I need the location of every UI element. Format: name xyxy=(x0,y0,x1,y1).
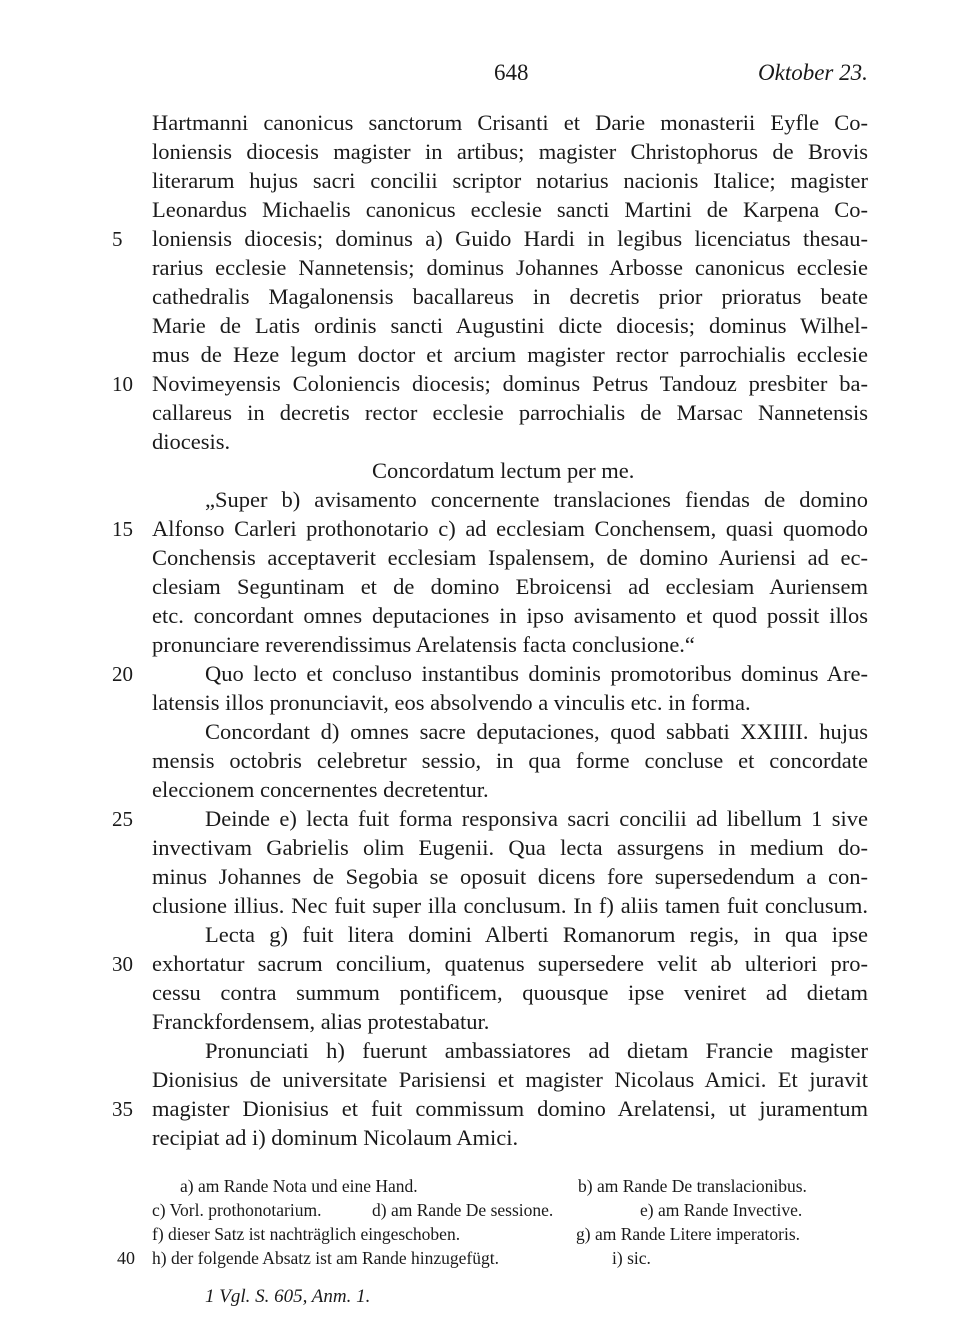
footnote-c: c) Vorl. prothonotarium. xyxy=(152,1200,322,1220)
text-line: recipiat ad i) dominum Nicolaum Amici. xyxy=(152,1125,519,1150)
text-line: mensis octobris celebretur sessio, in qua forme concluse et concordate xyxy=(152,748,868,773)
footnote-a: a) am Rande Nota und eine Hand. xyxy=(180,1176,418,1196)
text-line: Hartmanni canonicus sanctorum Crisanti et Darie monasterii Eyfle Co- xyxy=(152,110,868,135)
line-number: 10 xyxy=(112,372,133,396)
text-line: mus de Heze legum doctor et arcium magister rector parrochialis ecclesie xyxy=(152,342,868,367)
line-number: 25 xyxy=(112,807,133,831)
line-number: 20 xyxy=(112,662,133,686)
text-line: magister Dionisius et fuit commissum domino Arelatensi, ut juramentum xyxy=(152,1096,868,1121)
footnote-b: b) am Rande De translacionibus. xyxy=(578,1176,807,1196)
text-line: Quo lecto et concluso instantibus dominis promotoribus dominus Are- xyxy=(205,661,868,686)
text-line: minus Johannes de Segobia se oposuit dicens fore supersedendum a con- xyxy=(152,864,868,889)
text-line: eleccionem concernentes decretentur. xyxy=(152,777,489,802)
text-line: Dionisius de universitate Parisiensi et magister Nicolaus Amici. Et juravit xyxy=(152,1067,868,1092)
footnote-h: h) der folgende Absatz ist am Rande hinzugefügt. xyxy=(152,1248,499,1268)
text-line: literarum hujus sacri concilii scriptor notarius nacionis Italice; magister xyxy=(152,168,868,193)
line-number: 15 xyxy=(112,517,133,541)
text-line: Novimeyensis Coloniencis diocesis; dominus Petrus Tandouz presbiter ba- xyxy=(152,371,868,396)
running-title: Oktober 23. xyxy=(758,60,868,85)
text-line: „Super b) avisamento concernente translaciones fiendas de domino xyxy=(205,487,868,512)
text-line: loniensis diocesis; dominus a) Guido Hardi in legibus licenciatus thesau- xyxy=(152,226,868,251)
concordatum-line: Concordatum lectum per me. xyxy=(372,458,635,483)
reference-note: 1 Vgl. S. 605, Anm. 1. xyxy=(205,1286,371,1307)
text-line: latensis illos pronunciavit, eos absolvendo a vinculis etc. in forma. xyxy=(152,690,751,715)
text-line: Franckfordensem, alias protestabatur. xyxy=(152,1009,490,1034)
footnote-g: g) am Rande Litere imperatoris. xyxy=(576,1224,801,1244)
line-number: 35 xyxy=(112,1097,133,1121)
footnote-f: f) dieser Satz ist nachträglich eingeschoben. xyxy=(152,1224,461,1244)
text-line: callareus in decretis rector ecclesie parrochialis de Marsac Nannetensis xyxy=(152,400,868,425)
footnote-line-number: 40 xyxy=(117,1248,135,1268)
text-line: Alfonso Carleri prothonotario c) ad ecclesiam Conchensem, quasi quomodo xyxy=(152,516,868,541)
text-line: Concordant d) omnes sacre deputaciones, quod sabbati XXIIII. hujus xyxy=(205,719,868,744)
footnote-d: d) am Rande De sessione. xyxy=(372,1200,554,1220)
text-line: invectivam Gabrielis olim Eugenii. Qua lecta assurgens in medium do- xyxy=(152,835,868,860)
text-line: exhortatur sacrum concilium, quatenus supersedere velit ab ulteriori pro- xyxy=(152,951,868,976)
text-line: cathedralis Magalonensis bacallareus in decretis prior prioratus beate xyxy=(152,284,868,309)
line-number: 30 xyxy=(112,952,133,976)
text-line: rarius ecclesie Nannetensis; dominus Johannes Arbosse canonicus ecclesie xyxy=(152,255,868,280)
text-line: Lecta g) fuit litera domini Alberti Romanorum regis, in qua ipse xyxy=(205,922,868,947)
text-line: Deinde e) lecta fuit forma responsiva sacri concilii ad libellum 1 sive xyxy=(205,806,868,831)
text-line: Leonardus Michaelis canonicus ecclesie sancti Martini de Karpena Co- xyxy=(152,197,868,222)
text-line: clusione illius. Nec fuit super illa conclusum. In f) aliis tamen fuit conclusum. xyxy=(152,893,868,918)
text-line: etc. concordant omnes deputaciones in ipso avisamento et quod possit illos xyxy=(152,603,868,628)
line-number: 5 xyxy=(112,227,123,251)
text-line: loniensis diocesis magister in artibus; magister Christophorus de Brovis xyxy=(152,139,868,164)
footnote-e: e) am Rande Invective. xyxy=(640,1200,803,1220)
text-line: Marie de Latis ordinis sancti Augustini dicte diocesis; dominus Wilhel- xyxy=(152,313,868,338)
text-line: Conchensis acceptaverit ecclesiam Ispalensem, de domino Auriensi ad ec- xyxy=(152,545,868,570)
page-number: 648 xyxy=(494,60,529,85)
text-line: cessu contra summum pontificem, quousque ipse veniret ad dietam xyxy=(152,980,868,1005)
text-line: Pronunciati h) fuerunt ambassiatores ad dietam Francie magister xyxy=(205,1038,868,1063)
text-line: clesiam Seguntinam et de domino Ebroicensi ad ecclesiam Auriensem xyxy=(152,574,868,599)
text-line: diocesis. xyxy=(152,429,231,454)
text-line: pronunciare reverendissimus Arelatensis facta conclusione.“ xyxy=(152,632,695,657)
footnote-i: i) sic. xyxy=(612,1248,651,1268)
